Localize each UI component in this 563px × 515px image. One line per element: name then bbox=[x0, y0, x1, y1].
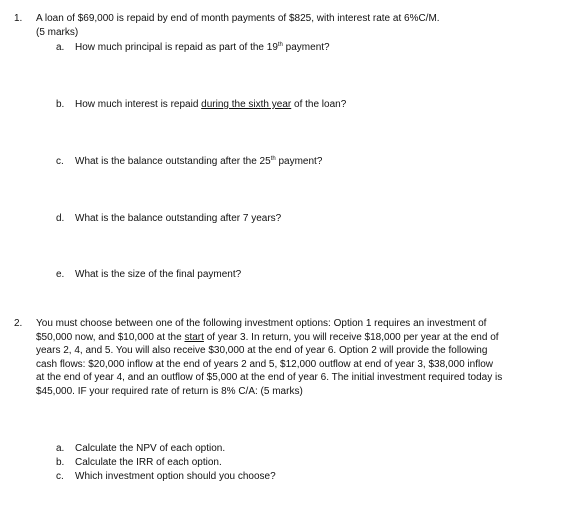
question-1-text bbox=[36, 12, 506, 39]
question-1-marks: (5 marks) bbox=[36, 26, 79, 38]
question-2-text: You must choose between one of the following investment options: Option 1 requires an investment of $50,000 now, and $10,000 at the start of year 3. In return, you will receive $18,000 per year at the end of years 2, 4, and 5. You will also receive $30,000 at the end of year 6. Option 2 will provide the following cash flows: $20,000 inflow at the end of years 2 and 5, $12,000 outflow at end of year 3, $38,000 inflow at the end of year 4, and an outflow of $5,000 at the end of year 6. The initial investment required today is $45,000. IF your required rate of return is 8% C/A: (5 marks) bbox=[36, 318, 503, 397]
question-2-number: 2. bbox=[14, 318, 23, 329]
question-1-number: 1. bbox=[14, 13, 23, 24]
question-1-line-1: A loan of $69,000 is repaid by end of month payments of $825, with interest rate at 6%C/M. bbox=[36, 13, 440, 24]
